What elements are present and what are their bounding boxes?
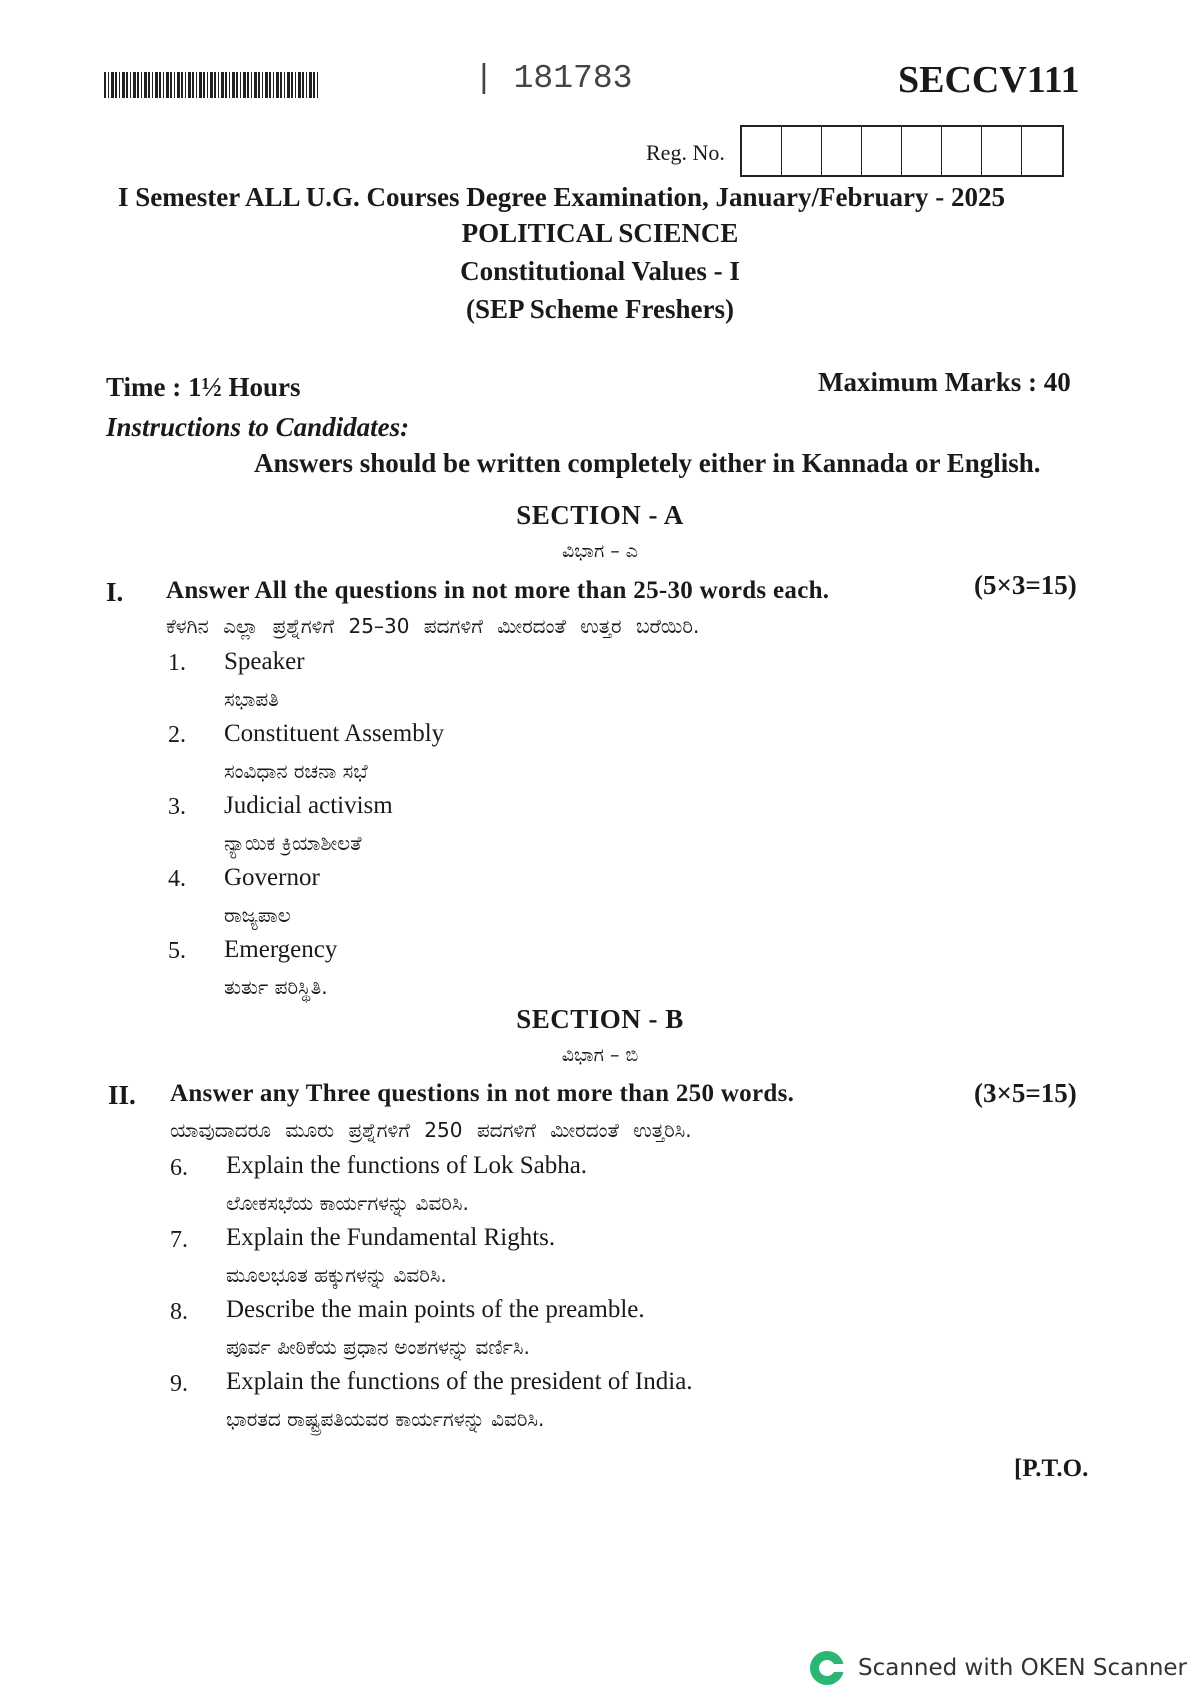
question-text: Emergency <box>224 936 338 963</box>
question-text: Constituent Assembly <box>224 720 445 747</box>
reg-no-label: Reg. No. <box>646 140 725 165</box>
section-a-roman: I. <box>106 577 124 607</box>
barcode <box>104 72 318 98</box>
instructions-text: Answers should be written completely either in Kannada or English. <box>254 448 1041 478</box>
instructions-title: Instructions to Candidates: <box>106 412 410 442</box>
section-b-instruction-kn: ಯಾವುದಾದರೂ ಮೂರು ಪ್ರಶ್ನೆಗಳಿಗೆ 250 ಪದಗಳಿಗೆ ಮೀರದಂತೆ ಉತ್ತರಿಸಿ. <box>170 1118 692 1142</box>
question-text-kn: ತುರ್ತು ಪರಿಸ್ಥಿತಿ. <box>224 975 328 999</box>
question-text: Describe the main points of the preamble. <box>226 1296 645 1323</box>
section-b-roman: II. <box>108 1080 136 1110</box>
question-text-kn: ನ್ಯಾಯಿಕ ಕ್ರಿಯಾಶೀಲತೆ <box>224 831 362 855</box>
scanner-watermark <box>810 1651 1187 1685</box>
section-a-marks: (5×3=15) <box>974 570 1077 600</box>
question-text-kn: ಸಭಾಪತಿ <box>224 687 279 711</box>
scheme-title: (SEP Scheme Freshers) <box>466 294 734 324</box>
section-a-instruction-kn: ಕೆಳಗಿನ ಎಲ್ಲಾ ಪ್ರಶ್ನೆಗಳಿಗೆ 25–30 ಪದಗಳಿಗೆ ಮೀರದಂತೆ ಉತ್ತರ ಬರೆಯಿರಿ. <box>166 614 700 638</box>
question-number: 9. <box>170 1371 188 1397</box>
paper-title: Constitutional Values - I <box>460 256 740 286</box>
section-b-instruction: Answer any Three questions in not more than 250 words. <box>170 1080 795 1107</box>
question-text-kn: ಮೂಲಭೂತ ಹಕ್ಕುಗಳನ್ನು ವಿವರಿಸಿ. <box>226 1263 447 1287</box>
section-a-heading-kn: ವಿಭಾಗ – ಎ <box>562 540 638 562</box>
maximum-marks: Maximum Marks : 40 <box>818 367 1071 397</box>
question-number: 2. <box>168 722 186 748</box>
question-text: Explain the Fundamental Rights. <box>226 1224 556 1251</box>
time-allowed: Time : 1½ Hours <box>106 372 301 402</box>
question-text-kn: ಭಾರತದ ರಾಷ್ಟ್ರಪತಿಯವರ ಕಾರ್ಯಗಳನ್ನು ವಿವರಿಸಿ. <box>226 1407 545 1431</box>
serial-number: | 181783 <box>474 60 633 97</box>
subject-title: POLITICAL SCIENCE <box>461 218 739 248</box>
question-text: Explain the functions of Lok Sabha. <box>226 1152 588 1179</box>
question-text: Speaker <box>224 648 305 675</box>
question-number: 4. <box>168 866 186 892</box>
question-number: 1. <box>168 650 186 676</box>
question-text-kn: ಪೂರ್ವ ಪೀಠಿಕೆಯ ಪ್ರಧಾನ ಅಂಶಗಳನ್ನು ವರ್ಣಿಸಿ. <box>226 1335 530 1359</box>
section-b-marks: (3×5=15) <box>974 1078 1077 1108</box>
reg-no-boxes <box>740 125 1064 177</box>
section-b-heading-kn: ವಿಭಾಗ – ಬಿ <box>561 1044 639 1066</box>
question-text-kn: ಸಂವಿಧಾನ ರಚನಾ ಸಭೆ <box>224 759 368 783</box>
question-text: Explain the functions of the president of India. <box>226 1368 693 1395</box>
question-number: 3. <box>168 794 186 820</box>
paper-code: SECCV111 <box>898 59 1080 101</box>
question-number: 6. <box>170 1155 188 1181</box>
question-number: 5. <box>168 938 186 964</box>
section-a-heading: SECTION - A <box>516 500 684 530</box>
question-text-kn: ಲೋಕಸಭೆಯ ಕಾರ್ಯಗಳನ್ನು ವಿವರಿಸಿ. <box>226 1191 469 1215</box>
please-turn-over: [P.T.O. <box>1014 1455 1089 1482</box>
scanner-logo-icon <box>810 1651 844 1685</box>
scanner-text: Scanned with OKEN Scanner <box>858 1655 1187 1681</box>
section-b-heading: SECTION - B <box>516 1004 684 1034</box>
question-text: Judicial activism <box>224 792 393 819</box>
section-a-instruction: Answer All the questions in not more than 25-30 words each. <box>166 577 830 604</box>
question-number: 8. <box>170 1299 188 1325</box>
question-text-kn: ರಾಜ್ಯಪಾಲ <box>224 903 291 927</box>
exam-title: I Semester ALL U.G. Courses Degree Examination, January/February - 2025 <box>118 182 1005 212</box>
question-number: 7. <box>170 1227 188 1253</box>
question-text: Governor <box>224 864 320 891</box>
